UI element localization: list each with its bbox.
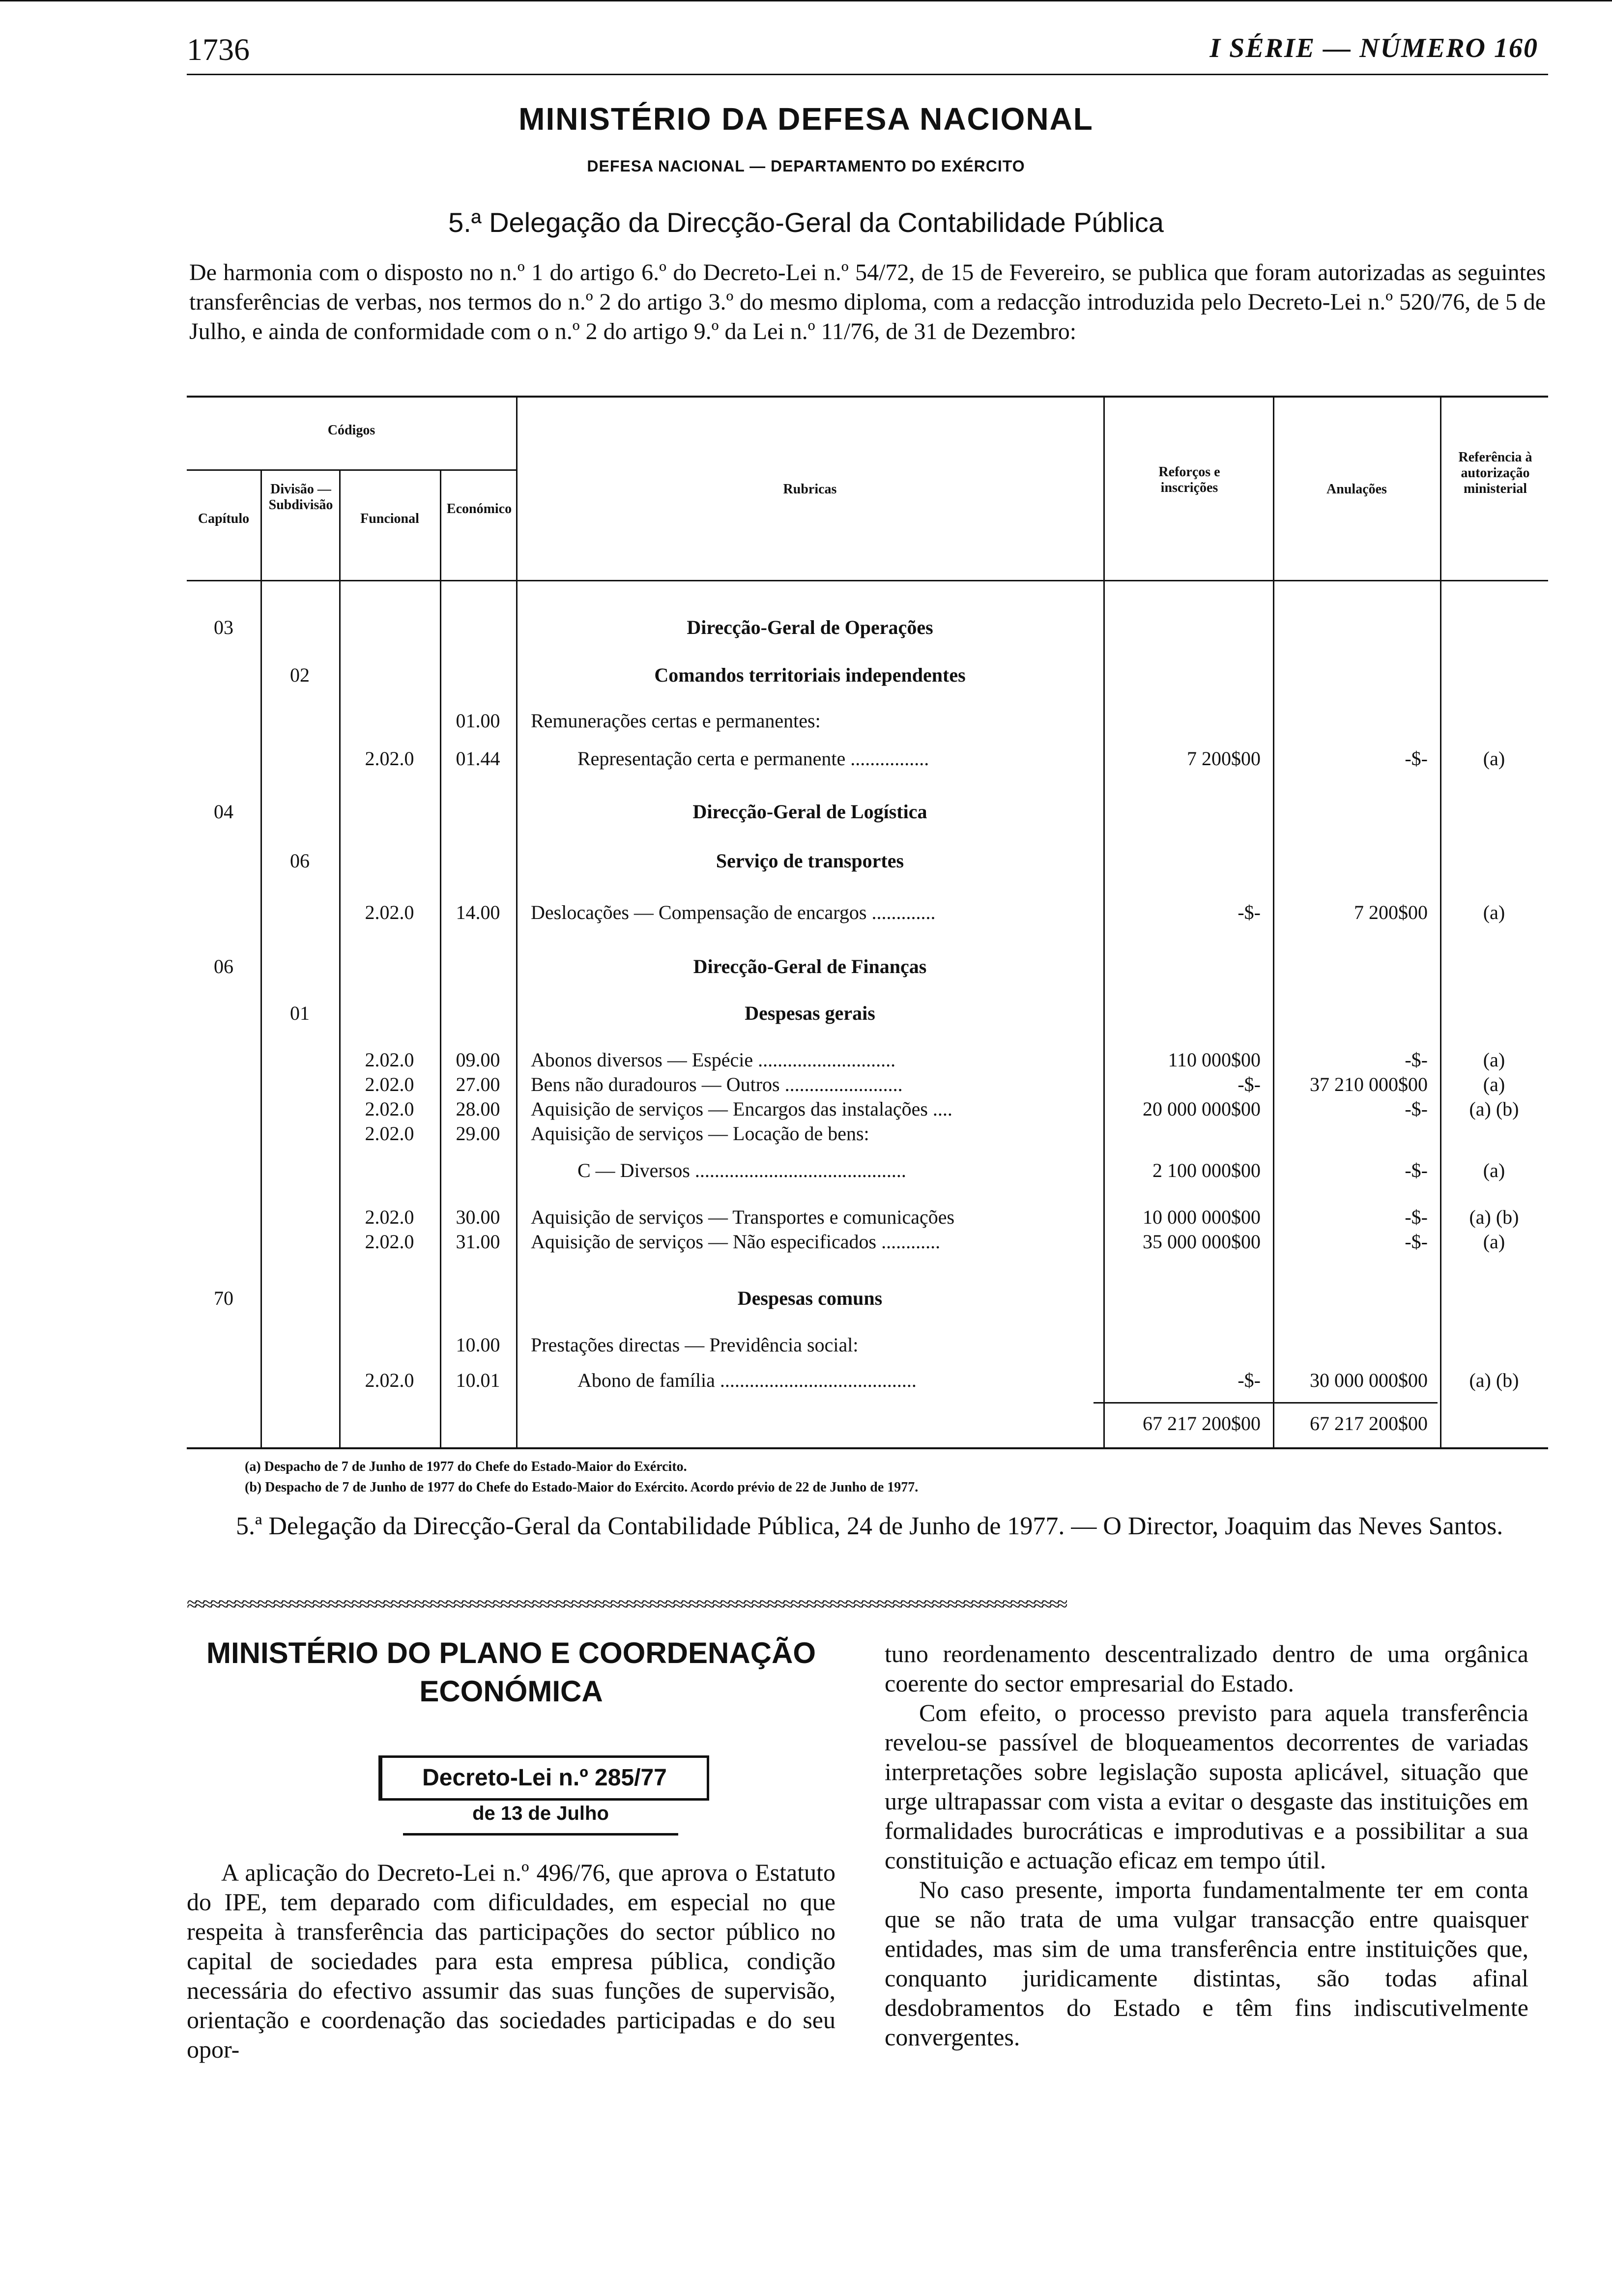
table-cell-rubrica: Aquisição de serviços — Locação de bens: [531, 1123, 869, 1145]
table-cell-eco: 01.44 [456, 747, 500, 770]
table-cell-eco: 29.00 [456, 1122, 500, 1145]
table-cell-fun: 2.02.0 [365, 1231, 414, 1253]
table-cell-rubrica: Direcção-Geral de Finanças [693, 955, 927, 977]
table-cell-fun: 2.02.0 [365, 1206, 414, 1228]
total-anulacoes: 67 217 200$00 [1310, 1412, 1428, 1435]
body-left-column [187, 1858, 835, 2064]
table-cell-eco: 31.00 [456, 1231, 500, 1253]
intro-paragraph: De harmonia com o disposto no n.º 1 do artigo 6.º do Decreto-Lei n.º 54/72, de 15 de Fevereiro, se publica que foram autorizadas as seguintes transferências de verbas, nos termos do n.º 2 do artigo 3.º do mesmo diploma, com a redacção introduzida pelo Decreto-Lei n.º 520/76, de 5 de Julho, e ainda de conformidade com o n.º 2 do artigo 9.º da Lei n.º 11/76, de 31 de Dezembro: [189, 259, 1546, 344]
header-anulacoes: Anulações [1326, 482, 1387, 497]
table-cell-rubrica: Deslocações — Compensação de encargos ............. [531, 902, 936, 923]
table-cell-rubrica: Bens não duradouros — Outros ........................ [531, 1074, 903, 1095]
table-cell-eco: 10.01 [456, 1369, 500, 1391]
table-cell-eco: 14.00 [456, 901, 500, 923]
table-cell-fun: 2.02.0 [365, 1369, 414, 1391]
table-cell-rubrica: Abono de família ........................................ [577, 1370, 917, 1391]
decree-number-box: Decreto-Lei n.º 285/77 [378, 1755, 709, 1801]
header-funcional: Funcional [360, 511, 419, 526]
table-cell-anu: 30 000 000$00 [1310, 1369, 1428, 1391]
table-cell-eco: 01.00 [456, 710, 500, 732]
header-economico: Económico [446, 501, 512, 517]
body-right-paragraph-2: Com efeito, o processo previsto para aquela transferência revelou-se passível de bloqueamentos decorrentes de variadas interpretações sobre legislação suposta aplicável, situação que urge ultrapassar com vista a evitar o desgaste das instituições em formalidades burocráticas e improdutivas e a possibilitar a sua constituição e actuação eficaz em tempo útil. [885, 1699, 1528, 1874]
decree-underline [403, 1833, 678, 1836]
table-cell-rubrica: Remunerações certas e permanentes: [531, 710, 821, 732]
series-label: I SÉRIE — NÚMERO 160 [1209, 33, 1538, 63]
table-cell-cap: 06 [214, 955, 233, 977]
col-divider [260, 469, 262, 1447]
table-cell-anu: -$- [1405, 1098, 1428, 1120]
table-cell-fun: 2.02.0 [365, 901, 414, 923]
table-cell-fun: 2.02.0 [365, 1073, 414, 1095]
table-cell-eco: 09.00 [456, 1049, 500, 1071]
table-cell-fun: 2.02.0 [365, 1098, 414, 1120]
table-cell-anu: -$- [1405, 1159, 1428, 1181]
table-cell-div: 01 [290, 1002, 310, 1024]
table-cell-anu: -$- [1405, 1049, 1428, 1071]
table-cell-aut: (a) [1483, 747, 1505, 770]
table-cell-rubrica: Serviço de transportes [716, 850, 904, 872]
table-cell-cap: 04 [214, 801, 233, 823]
table-cell-anu: 7 200$00 [1354, 901, 1428, 923]
table-cell-anu: 37 210 000$00 [1310, 1073, 1428, 1095]
ornament-divider: ≈≈≈≈≈≈≈≈≈≈≈≈≈≈≈≈≈≈≈≈≈≈≈≈≈≈≈≈≈≈≈≈≈≈≈≈≈≈≈≈≈≈≈≈≈≈≈≈≈≈≈≈≈≈≈≈≈≈≈≈≈≈≈≈≈≈≈≈≈≈≈≈≈≈≈≈≈≈≈≈≈≈≈≈≈≈≈≈≈≈≈≈≈≈≈≈≈≈≈≈≈≈≈≈≈≈≈≈≈≈≈≈ [187, 1593, 1065, 1612]
table-cell-rubrica: Comandos territoriais independentes [654, 664, 966, 686]
table-cell-ref: -$- [1238, 1369, 1261, 1391]
table-cell-rubrica: Aquisição de serviços — Transportes e comunicações [531, 1206, 955, 1228]
table-cell-aut: (a) [1483, 901, 1505, 923]
body-left-paragraph: A aplicação do Decreto-Lei n.º 496/76, que aprova o Estatuto do IPE, tem deparado com dificuldades, em especial no que respeita à transferência das participações do sector público no capital de sociedades para esta empresa pública, condição necessária do efectivo assumir das suas funções de supervisão, orientação e coordenação das sociedades participadas e do seu opor- [187, 1859, 835, 2063]
table-cell-fun: 2.02.0 [365, 1049, 414, 1071]
table-cell-ref: 35 000 000$00 [1143, 1231, 1261, 1253]
table-cell-fun: 2.02.0 [365, 1122, 414, 1145]
table-cell-rubrica: Representação certa e permanente ................ [577, 748, 929, 770]
table-cell-ref: 20 000 000$00 [1143, 1098, 1261, 1120]
header-codigos: Códigos [327, 423, 375, 438]
page-number: 1736 [187, 32, 250, 67]
table-cell-aut: (a) [1483, 1073, 1505, 1095]
table-cell-rubrica: C — Diversos ........................................... [577, 1160, 906, 1181]
table-cell-aut: (a) (b) [1469, 1206, 1519, 1228]
table-cell-ref: 7 200$00 [1187, 747, 1261, 770]
table-cell-cap: 03 [214, 616, 233, 638]
decree-date: de 13 de Julho [472, 1803, 609, 1824]
table-cell-anu: -$- [1405, 747, 1428, 770]
table-cell-eco: 28.00 [456, 1098, 500, 1120]
ministry2-title: MINISTÉRIO DO PLANO E COORDENAÇÃO ECONÓMICA [206, 1636, 816, 1708]
table-cell-cap: 70 [214, 1287, 233, 1309]
table-cell-aut: (a) (b) [1469, 1369, 1519, 1391]
table-bottom-rule [187, 1447, 1548, 1449]
table-cell-aut: (a) [1483, 1231, 1505, 1253]
body-right-paragraph-3: No caso presente, importa fundamentalmente ter em conta que se não trata de uma vulgar transacção entre quaisquer entidades, mas sim de uma transferência entre instituições que, conquanto juridicamente distintas, são todas afinal desdobramentos do Estado e têm fins indiscutivelmente convergentes. [885, 1876, 1528, 2051]
table-cell-aut: (a) (b) [1469, 1098, 1519, 1120]
ministry-title: MINISTÉRIO DA DEFESA NACIONAL [518, 101, 1094, 137]
table-cell-ref: 110 000$00 [1168, 1049, 1261, 1071]
table-cell-rubrica: Abonos diversos — Espécie ............................ [531, 1049, 896, 1071]
table-codigos-rule [187, 469, 516, 471]
table-cell-div: 02 [290, 664, 310, 686]
table-header-rule [187, 580, 1548, 581]
table-cell-div: 06 [290, 850, 310, 872]
header-divisao: Divisão — Subdivisão [268, 482, 333, 513]
table-cell-rubrica: Direcção-Geral de Operações [687, 616, 933, 638]
body-right-paragraph-1: tuno reordenamento descentralizado dentro de uma orgânica coerente do sector empresarial do Estado. [885, 1640, 1528, 1697]
table-cell-aut: (a) [1483, 1159, 1505, 1181]
table-cell-eco: 30.00 [456, 1206, 500, 1228]
signature-paragraph: 5.ª Delegação da Direcção-Geral da Contabilidade Pública, 24 de Junho de 1977. — O Director, Joaquim das Neves Santos. [236, 1512, 1503, 1540]
table-cell-ref: -$- [1238, 1073, 1261, 1095]
table-cell-anu: -$- [1405, 1206, 1428, 1228]
table-cell-rubrica: Aquisição de serviços — Encargos das instalações .... [531, 1098, 952, 1120]
footnote-a: (a) Despacho de 7 de Junho de 1977 do Chefe do Estado-Maior do Exército. [245, 1459, 687, 1474]
table-totals-rule [1094, 1402, 1438, 1404]
ministry-subtitle: DEFESA NACIONAL — DEPARTAMENTO DO EXÉRCITO [587, 157, 1025, 175]
table-cell-rubrica: Prestações directas — Previdência social: [531, 1334, 859, 1356]
table-top-rule [187, 396, 1548, 398]
col-divider [440, 469, 441, 1447]
delegation-title: 5.ª Delegação da Direcção-Geral da Contabilidade Pública [448, 207, 1164, 238]
top-border [0, 0, 1612, 1]
header-rubricas: Rubricas [783, 482, 837, 497]
body-right-column [885, 1639, 1528, 2052]
table-cell-rubrica: Direcção-Geral de Logística [692, 801, 927, 823]
table-cell-aut: (a) [1483, 1049, 1505, 1071]
table-cell-fun: 2.02.0 [365, 747, 414, 770]
table-cell-ref: 2 100 000$00 [1152, 1159, 1261, 1181]
table-cell-rubrica: Despesas comuns [737, 1287, 883, 1309]
header-rule [187, 74, 1548, 75]
table-cell-rubrica: Aquisição de serviços — Não especificados ............ [531, 1231, 941, 1253]
col-divider [339, 469, 341, 1447]
header-reforcos: Reforços e inscrições [1158, 464, 1220, 495]
header-referencia: Referência à autorização ministerial [1458, 450, 1532, 496]
total-reforcos: 67 217 200$00 [1143, 1412, 1261, 1435]
header-capitulo: Capítulo [198, 511, 250, 526]
footnote-b: (b) Despacho de 7 de Junho de 1977 do Chefe do Estado-Maior do Exército. Acordo prévio de 22 de Junho de 1977. [245, 1480, 919, 1495]
table-cell-ref: -$- [1238, 901, 1261, 923]
table-cell-eco: 10.00 [456, 1334, 500, 1356]
table-cell-ref: 10 000 000$00 [1143, 1206, 1261, 1228]
table-cell-anu: -$- [1405, 1231, 1428, 1253]
table-cell-eco: 27.00 [456, 1073, 500, 1095]
table-cell-rubrica: Despesas gerais [745, 1002, 875, 1024]
